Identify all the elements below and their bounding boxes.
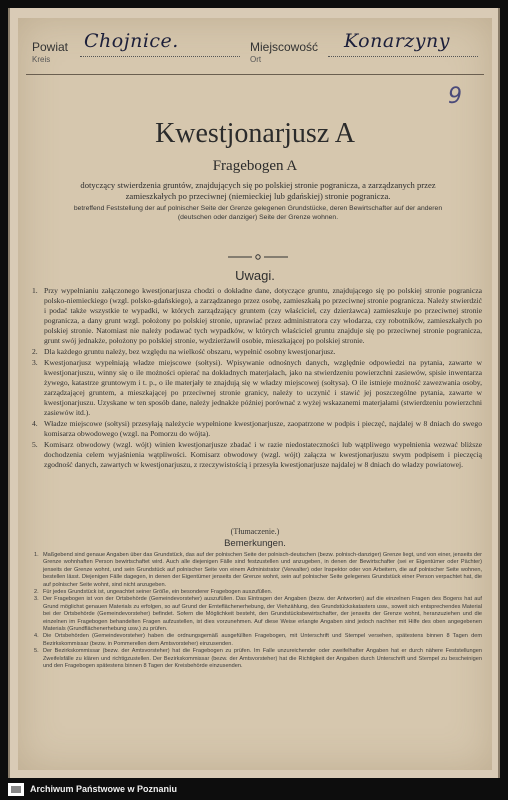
list-item — [34, 589, 482, 596]
item-text: Die Ortsbehörden (Gemeindevorsteher) haben die ordnungsgemäß ausgefüllten Fragebogen, mit Unterschrift und Stempel versehen, spätestens binnen 8 Tagen dem Bezirkskommissar (bezw. in Pommerellen dem Amtsvorsteher) einzusenden. — [43, 633, 482, 647]
item-number: 2. — [34, 589, 39, 596]
list-item — [32, 419, 482, 439]
divider-ornament — [228, 254, 288, 260]
document-subtitle: Fragebogen A — [212, 158, 298, 174]
item-text: Maßgebend sind genaue Angaben über das Grundstück, das auf der polnischen Seite der polnisch-deutschen (bezw. polnisch-danziger) Grenze liegt, und von einer, jenseits der Grenze wohnhaften Person bewirtschaftet wird. Auch alle diejenigen Fälle sind festzustellen und anzugeben, in denen der Bewirtschafter (sei er Eigentümer oder Pächter) jenseits der Grenze wohnt, und sein Grundstück auf polnischer Seite von einem Administrator (Verwalter) oder Inspektor oder von Arbeitern, die auf polnischer Seite wohnen, bestellen lässt. Diejenigen Fälle dagegen, in denen der Eigentümer jenseits der Grenze wohnt, sein auf polnischer Seite gelegenes Grundstück einer Person verpachtet hat, die auf polnischer Seite wohnt, sind nicht anzugeben. — [43, 552, 482, 588]
item-number: 1. — [32, 286, 38, 295]
item-number: 5. — [34, 648, 39, 655]
list-item — [34, 552, 482, 589]
item-number: 3. — [32, 358, 38, 367]
archive-footer — [0, 780, 508, 800]
item-text: Dla każdego gruntu należy, bez względu na wielkość obszaru, wypełnić osobny kwestjonarjusz. — [44, 347, 336, 356]
translation-note: (Tłumaczenie.) — [230, 527, 280, 536]
powiat-fill-line — [80, 56, 240, 57]
archive-logo-icon — [8, 783, 24, 796]
kreis-label: Kreis — [32, 55, 51, 64]
ort-label: Ort — [250, 55, 262, 64]
intro-polish: dotyczący stwierdzenia gruntów, znajdujących się po polskiej stronie pogranicza, a zarządzanych przez zamieszkałych po przeciwnej (niemieckiej lub gdańskiej) stronie pogranicza. — [80, 180, 436, 201]
list-item — [32, 286, 482, 346]
list-item — [32, 440, 482, 470]
item-text: Władze miejscowe (sołtysi) przesyłają należycie wypełnione kwestjonarjusze, zaopatrzone w podpis i pieczęć, najdalej w 8 dniach do swego komisarza obwodowego (wzgl. na Pomorzu do wójta). — [44, 419, 482, 438]
powiat-label: Powiat — [32, 40, 69, 54]
questionnaire-sheet — [18, 18, 492, 770]
list-item — [34, 648, 482, 670]
uwagi-heading: Uwagi. — [235, 268, 275, 283]
item-text: Kwestjonarjusz wypełniają władze miejscowe (sołtysi). Wpisywanie odnośnych danych, względnie odpowiedzi na pytania, zawarte w kwestjonarjuszu, winny się o ile możności opierać na dokładnych materjałach, jako na stwierdzeniu powierzchni zasiewów, spisie inwentarza żywego, katastrze gruntowym i t. p., o ile materjały te znajdują się w władzy miejscowej (sołtysa). O ile istnieje możność zawezwania osoby, zarządzającej gruntem, a mieszkającej po przeciwnej stronie granicy, należy to uczynić i stawić jej poszczególne pytania, zawarte w kwestjonarjuszu. Uzyskane w ten sposób dane, należy jednakże później porównać z wyżej wskazanemi materjałami (stwierdzeniu powierzchni zasiewów itd.). — [44, 358, 482, 417]
header-rule — [26, 74, 484, 75]
intro-german: betreffend Feststellung der auf polnischer Seite der Grenze gelegenen Grundstücke, deren Bewirtschafter auf der anderen (deutschen oder danziger) Seite der Grenze wohnen. — [73, 205, 443, 221]
item-number: 1. — [34, 552, 39, 558]
item-text: Komisarz obwodowy (wzgl. wójt) winien kwestjonarjusze zbadać i w razie niedostateczności lub wątpliwego wypełnienia wezwać bliższe dochodzenia celem wyjaśnienia wątpliwości. Komisarz obwodowy (wzgl. wójt) załącza w kwestjonarjuszu swym podpisem i pieczęcią zgodność danych, zawartych w kwestjonarjuszu, z rzeczywistością i przesyła kwestjonarjusze najdalej w 8 dniach do władzy powiatowej. — [44, 440, 482, 469]
location-header — [32, 30, 482, 70]
item-number: 4. — [32, 419, 38, 428]
item-number: 3. — [34, 596, 39, 603]
bemerkungen-list — [34, 552, 482, 671]
miejscowosc-fill-line — [328, 56, 478, 57]
document-frame — [8, 8, 500, 778]
item-number: 4. — [34, 633, 39, 640]
list-item — [32, 347, 482, 357]
list-item — [34, 633, 482, 648]
list-item — [34, 596, 482, 633]
item-number: 5. — [32, 440, 38, 449]
uwagi-list — [32, 286, 482, 471]
page-number: 9 — [448, 84, 462, 109]
list-item — [32, 358, 482, 418]
item-text: Der Bezirkskommissar (bezw. der Amtsvorsteher) hat die Fragebogen zu prüfen. Im Falle unzureichender oder zweifelhafter Angaben hat er durch nähere Feststellungen Zweifelsfälle zu klären und richtigzustellen. Der Bezirkskommissar (bezw. der Amtsvorsteher) hat die Richtigkeit der Angaben durch Unterschrift und Stempel zu bescheinigen und den Fragebogen spätestens binnen 8 Tagen der Kreisbehörde einzusenden. — [43, 648, 482, 670]
item-text: Der Fragebogen ist von der Ortsbehörde (Gemeindevorsteher) auszufüllen. Das Eintragen der Angaben (bezw. der Antworten) auf die einzelnen Fragen des Bogens hat auf Grund möglichst genauen Materials zu erfolgen, so auf Grund der Ernteflächenerhebung, der Viehzählung, des Grundstückskatasters usw., soweit sich entsprechendes Material bei der Ortsbehörde (Gemeindevorsteher) befindet. Sofern die Möglichkeit besteht, den Grundstücksbewirtschafter, der jenseits der Grenze wohnt, heranzuziehen und die einzelnen im Fragebogen behandelten Fragen aufzustellen, ist dies vorzunehmen. Auf diese Weise erlangte Angaben sind jedoch nachher mit Hilfe des oben angegebenen Materials (Grundflächenerhebung usw.) zu prüfen. — [43, 596, 482, 633]
miejscowosc-handwritten-value: Konarzyny — [344, 30, 450, 52]
item-number: 2. — [32, 347, 38, 356]
powiat-handwritten-value: Chojnice. — [84, 30, 179, 52]
miejscowosc-label: Miejscowość — [250, 40, 319, 54]
archive-name: Archiwum Państwowe w Poznaniu — [30, 784, 178, 794]
document-title: Kwestjonarjusz A — [155, 118, 355, 149]
bemerkungen-heading: Bemerkungen. — [224, 538, 286, 549]
item-text: Für jedes Grundstück ist, ungeachtet seiner Größe, ein besonderer Fragebogen auszufüllen. — [43, 589, 273, 596]
item-text: Przy wypełnianiu załączonego kwestjonarjusza chodzi o dokładne dane, dotyczące gruntu, znajdującego się po polskiej stronie pogranicza polsko-niemieckiego (wzgl. polsko-gdańskiego), a zarządzanego przez osobę, zamieszkałą po przeciwnej stronie pogranicza. Należy stwierdzić i podać także wszystkie te wypadki, w których zarządzający gruntem (czy właściciel, czy dzierżawca) zamieszkuje po przeciwnej stronie pogranicza, a dany grunt wzgl. położony po polskiej stronie, uprawiać przez administratora czy włodarza, czy robotników, zamieszkałych po polskiej stronie. Natomiast nie należy podawać tych wypadków, w których właściciel gruntu znajduje się po przeciwnej stronie pogranicza, grunt swój jednakże, położony po polskiej stronie, wydzierżawił osobie, mieszkającej po polskiej stronie. — [44, 286, 482, 345]
